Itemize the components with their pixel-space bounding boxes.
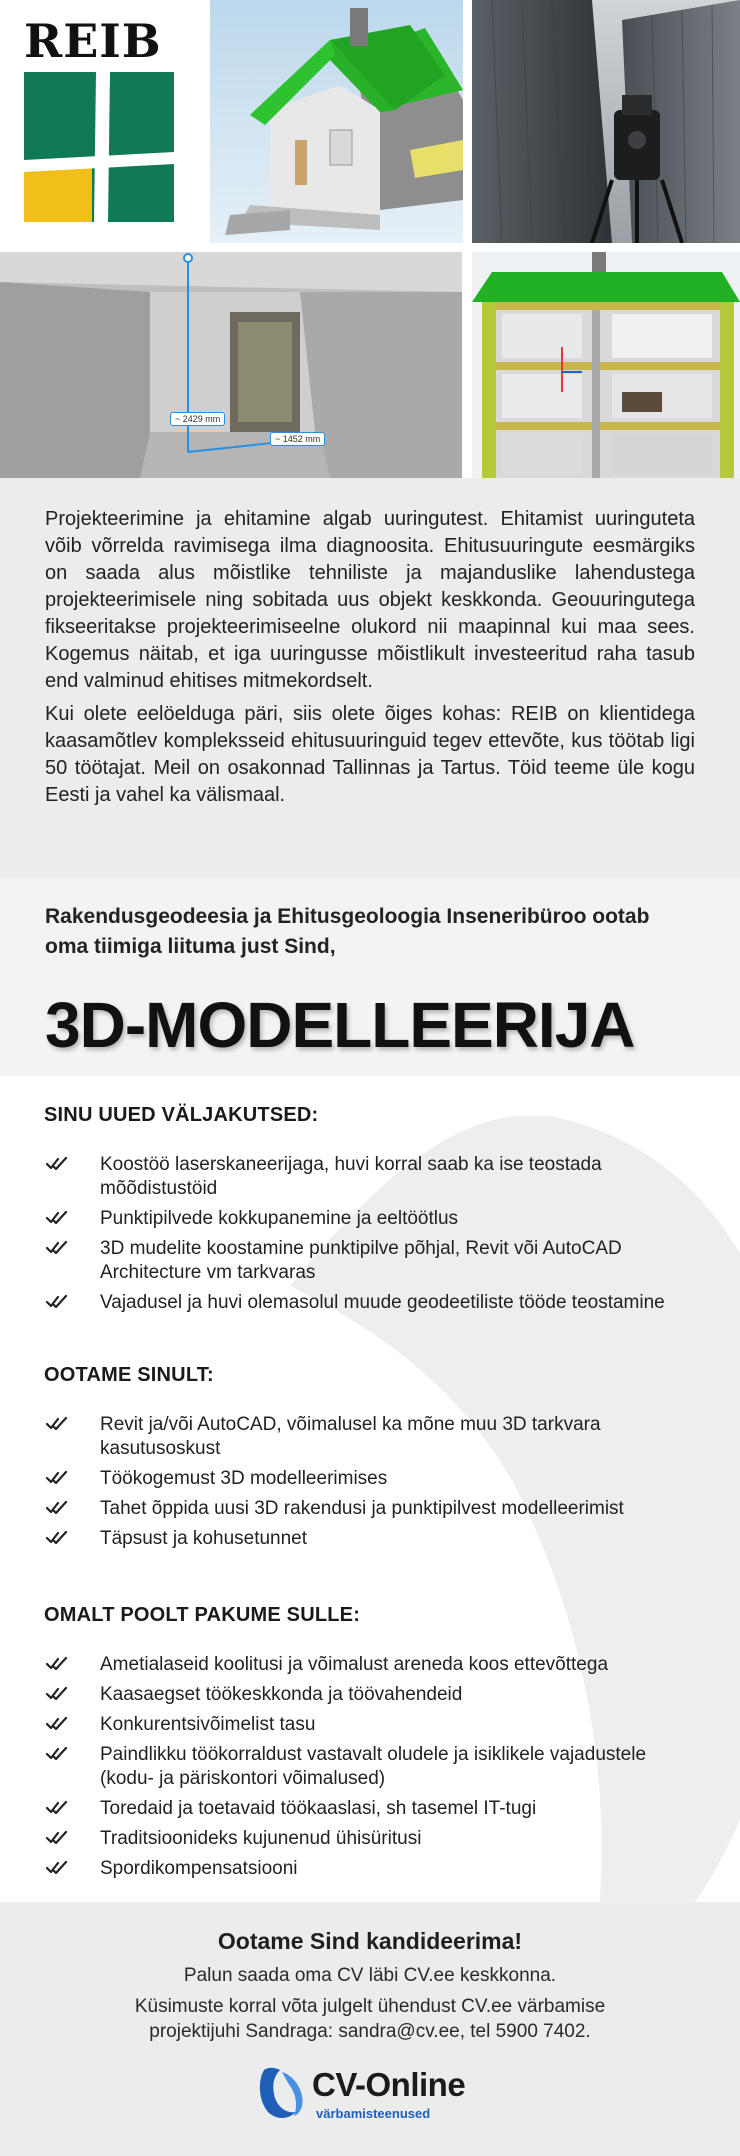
laser-scanner-image (472, 0, 740, 243)
list-item-text: Paindlikku töökorraldust vastavalt oludele ja isiklikele vajadustele (kodu- ja päriskontori võimalused) (100, 1744, 647, 1789)
list-item-text: Vajadusel ja huvi olemasolul muude geodeetiliste tööde teostamine (100, 1292, 665, 1313)
list-item (44, 1413, 700, 1461)
headline-subtitle: Rakendusgeodeesia ja Ehitusgeoloogia Inseneribüroo ootab oma tiimiga liituma just Sind, (45, 905, 650, 958)
contact-info: Küsimuste korral võta julgelt ühendust CV.ee värbamise projektijuhi Sandraga: sandra@cv.ee, tel 5900 7402. (134, 1996, 606, 2042)
list-item-text: Revit ja/või AutoCAD, võimalusel ka mõne muu 3D tarkvara kasutusoskust (100, 1414, 601, 1459)
image-grid (0, 0, 740, 478)
double-check-icon (46, 1656, 70, 1672)
house-cutaway-image (472, 252, 740, 478)
reib-logo-mark (24, 72, 174, 222)
job-title: 3D-MODELLEERIJA (45, 989, 635, 1061)
item-list (44, 1653, 700, 1881)
section-benefits (0, 1604, 740, 1887)
reib-logo (0, 0, 205, 243)
intro-paragraph-2: Kui olete eelöelduga päri, siis olete õiges kohas: REIB on klientidega kaasamõtlev kompleksseid ehitusuuringuid tegev ettevõte, kus töötab ligi 50 töötajat. Meil on osakonnad Tallinnas ja Tartus. Töid teeme üle kogu Eesti ja vahel ka välismaal. (45, 703, 695, 806)
list-item-text: Kaasaegset töökeskkonda ja töövahendeid (100, 1684, 463, 1705)
section-heading: OOTAME SINULT: (44, 1364, 214, 1386)
item-list (44, 1153, 700, 1315)
measure-label-vertical: ~ 2429 mm (170, 412, 225, 426)
section-challenges (0, 1104, 740, 1321)
list-item-text: Spordikompensatsiooni (100, 1858, 298, 1879)
double-check-icon (46, 1860, 70, 1876)
double-check-icon (46, 1800, 70, 1816)
list-item-text: Täpsust ja kohusetunnet (100, 1528, 308, 1549)
double-check-icon (46, 1530, 70, 1546)
double-check-icon (46, 1830, 70, 1846)
list-item-text: 3D mudelite koostamine punktipilve põhjal, Revit või AutoCAD Architecture vm tarkvaras (100, 1238, 622, 1283)
cv-online-mark (256, 2066, 308, 2120)
list-item (44, 1713, 700, 1737)
reib-logo-text: REIB (24, 14, 162, 68)
requirements-section (0, 1076, 740, 1902)
list-item (44, 1653, 700, 1677)
list-item (44, 1497, 700, 1521)
cv-online-name: CV-Online (312, 2066, 466, 2103)
item-list (44, 1413, 700, 1551)
list-item-text: Ametialaseid koolitusi ja võimalust areneda koos ettevõttega (100, 1654, 609, 1675)
double-check-icon (46, 1500, 70, 1516)
headline-section (0, 878, 740, 1076)
list-item-text: Tahet õppida uusi 3D rakendusi ja punktipilvest modelleerimist (100, 1498, 624, 1519)
cv-online-logo[interactable] (256, 2060, 486, 2130)
measure-label-horizontal: ~ 1452 mm (270, 432, 325, 446)
list-item (44, 1467, 700, 1491)
section-heading: SINU UUED VÄLJAKUTSED: (44, 1104, 319, 1126)
section-heading: OMALT POOLT PAKUME SULLE: (44, 1604, 361, 1626)
apply-instruction: Palun saada oma CV läbi CV.ee keskkonna. (183, 1965, 557, 1986)
list-item-text: Toredaid ja toetavaid töökaaslasi, sh tasemel IT-tugi (100, 1798, 537, 1819)
double-check-icon (46, 1746, 70, 1762)
intro-paragraph-1: Projekteerimine ja ehitamine algab uuringutest. Ehitamist uuringuteta võib võrrelda ravimisega ilma diagnoosita. Ehitusuuringute eesmärgiks on saada alus mõistlike tehniliste ja majanduslike lahendustega projekteerimisele ning sobitada uus objekt keskkonda. Geouuringutega fikseeritakse projekteerimiseelne olukord nii maapinnal kui maa sees. Kogemus näitab, et iga uuringusse mõistlikult investeeritud raha tasub end valminud ehitises mitmekordselt. (45, 508, 695, 692)
double-check-icon (46, 1156, 70, 1172)
list-item (44, 1527, 700, 1551)
house-model-image (210, 0, 463, 243)
intro-section (0, 478, 740, 878)
list-item (44, 1827, 700, 1851)
list-item-text: Töökogemust 3D modelleerimises (100, 1468, 388, 1489)
list-item (44, 1207, 700, 1231)
room-scan-image (0, 252, 462, 478)
call-to-action: Ootame Sind kandideerima! (217, 1928, 523, 1954)
double-check-icon (46, 1416, 70, 1432)
list-item (44, 1153, 700, 1201)
list-item-text: Konkurentsivõimelist tasu (100, 1714, 316, 1735)
list-item (44, 1857, 700, 1881)
list-item-text: Punktipilvede kokkupanemine ja eeltöötlus (100, 1208, 459, 1229)
double-check-icon (46, 1294, 70, 1310)
double-check-icon (46, 1470, 70, 1486)
section-requirements (0, 1364, 740, 1557)
double-check-icon (46, 1686, 70, 1702)
double-check-icon (46, 1210, 70, 1226)
list-item-text: Koostöö laserskaneerijaga, huvi korral saab ka ise teostada mõõdistustöid (100, 1154, 602, 1199)
list-item (44, 1797, 700, 1821)
list-item-text: Traditsioonideks kujunenud ühisüritusi (100, 1828, 422, 1849)
list-item (44, 1237, 700, 1285)
double-check-icon (46, 1240, 70, 1256)
double-check-icon (46, 1716, 70, 1732)
list-item (44, 1743, 700, 1791)
list-item (44, 1291, 700, 1315)
contact-footer (0, 1902, 740, 2156)
cv-online-tagline: värbamisteenused (316, 2106, 431, 2121)
list-item (44, 1683, 700, 1707)
